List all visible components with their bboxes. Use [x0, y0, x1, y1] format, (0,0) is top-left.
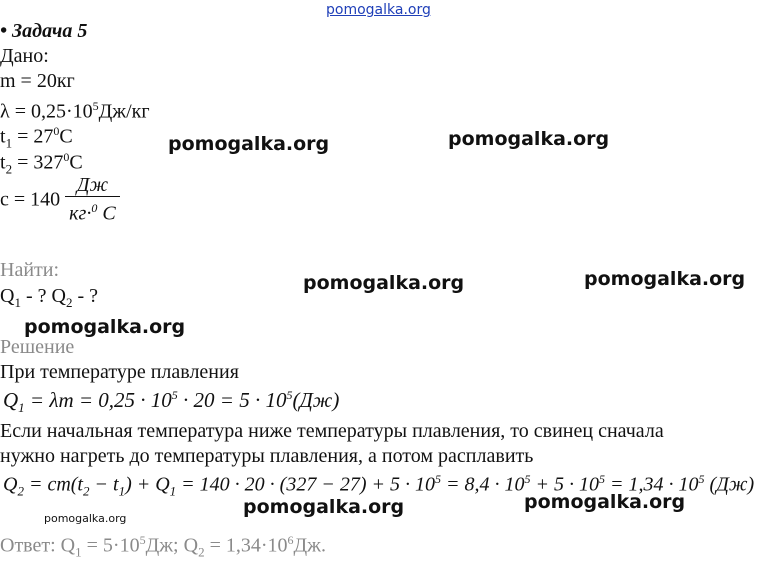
t1-symbol: t: [0, 125, 6, 148]
answer-d-exp: 6: [287, 533, 294, 547]
watermark: pomogalka.org: [168, 133, 330, 155]
find-q1: Q: [0, 285, 15, 307]
t2-degree: 0: [63, 150, 70, 164]
c-den-a: кг·: [69, 202, 92, 225]
eq2-h: = 1,34 · 10: [604, 473, 699, 496]
find-label: Найти:: [0, 259, 60, 281]
watermark: pomogalka.org: [303, 272, 465, 294]
eq2-g-exp: 5: [598, 472, 605, 486]
answer-a-sub: 1: [75, 544, 82, 560]
eq2-c-sub: 1: [118, 483, 126, 499]
eq2-d-sub: 1: [169, 483, 177, 499]
equation-q2: [3, 472, 754, 500]
c-denominator: [65, 197, 120, 225]
solution-label: Решение: [0, 336, 75, 358]
t1-sub: 1: [5, 135, 13, 151]
given-lambda: [0, 95, 150, 123]
answer-b-exp: 5: [139, 533, 146, 547]
t2-sub: 2: [5, 161, 13, 177]
answer-a: Ответ: Q: [0, 534, 76, 557]
c-den-b: C: [97, 202, 116, 225]
answer-line: [0, 529, 326, 564]
given-mass: m = 20кг: [0, 70, 75, 92]
eq1-c: · 20 = 5 · 10: [177, 388, 287, 412]
c-numerator: Дж: [65, 174, 120, 197]
eq1-b-exp: 5: [171, 388, 178, 402]
melting-text: При температуре плавления: [0, 361, 239, 383]
eq2-e-exp: 5: [434, 472, 441, 486]
find-values: [0, 285, 98, 314]
watermark: pomogalka.org: [448, 128, 610, 150]
eq2-h-exp: 5: [698, 472, 705, 486]
find-q2-sub: 2: [65, 295, 73, 310]
watermark: pomogalka.org: [584, 268, 746, 290]
c-den-exp: 0: [91, 201, 98, 215]
eq1-q-sub: 1: [18, 400, 25, 416]
answer-e: Дж.: [293, 534, 326, 557]
watermark: pomogalka.org: [524, 491, 686, 513]
lambda-unit: Дж/кг: [98, 100, 150, 123]
eq2-unit: (Дж): [704, 473, 755, 496]
watermark-small: pomogalka.org: [44, 512, 127, 525]
lambda-exp: 5: [92, 99, 99, 113]
eq1-unit: (Дж): [292, 388, 340, 412]
equation-q1: [3, 388, 339, 416]
t2-unit: C: [69, 151, 83, 174]
eq1-b: = λm = 0,25 · 10: [24, 388, 172, 412]
t2-value: = 327: [12, 151, 64, 174]
answer-c: Дж; Q: [145, 534, 199, 557]
answer-c-sub: 2: [198, 544, 205, 560]
t1-unit: C: [59, 125, 73, 148]
eq2-d: ) + Q: [125, 473, 170, 496]
task-title: • Задача 5: [0, 20, 88, 42]
lambda-prefix: λ = 0,25·10: [0, 100, 93, 123]
watermark: pomogalka.org: [24, 316, 186, 338]
eq2-b: = cm(t: [23, 473, 83, 496]
eq2-f: = 8,4 · 10: [440, 473, 525, 496]
given-c: [0, 174, 120, 225]
eq2-c: − t: [89, 473, 119, 496]
eq2-f-exp: 5: [524, 472, 531, 486]
c-prefix: c = 140: [0, 188, 61, 211]
eq2-g: + 5 · 10: [530, 473, 599, 496]
eq2-q: Q: [3, 473, 18, 496]
t1-degree: 0: [53, 124, 60, 138]
find-end: - ?: [72, 285, 98, 307]
find-mid: - ? Q: [20, 285, 66, 307]
find-q1-sub: 1: [14, 295, 21, 310]
paragraph-line-2: нужно нагреть до температуры плавления, а потом расплавить: [0, 445, 534, 467]
t1-value: = 27: [12, 125, 54, 148]
watermark: pomogalka.org: [243, 496, 405, 518]
watermark-top-link[interactable]: pomogalka.org: [326, 2, 431, 18]
t2-symbol: t: [0, 151, 6, 174]
answer-b: = 5·10: [81, 534, 140, 557]
eq2-b-sub: 2: [83, 483, 90, 499]
answer-d: = 1,34·10: [204, 534, 288, 557]
c-fraction: [65, 174, 120, 225]
eq2-q-sub: 2: [17, 483, 24, 499]
eq1-c-exp: 5: [286, 388, 293, 402]
given-label: Дано:: [0, 45, 49, 67]
eq1-q: Q: [3, 388, 19, 412]
paragraph-line-1: Если начальная температура ниже температуры плавления, то свинец сначала: [0, 420, 664, 442]
eq2-e: = 140 · 20 · (327 − 27) + 5 · 10: [176, 473, 435, 496]
